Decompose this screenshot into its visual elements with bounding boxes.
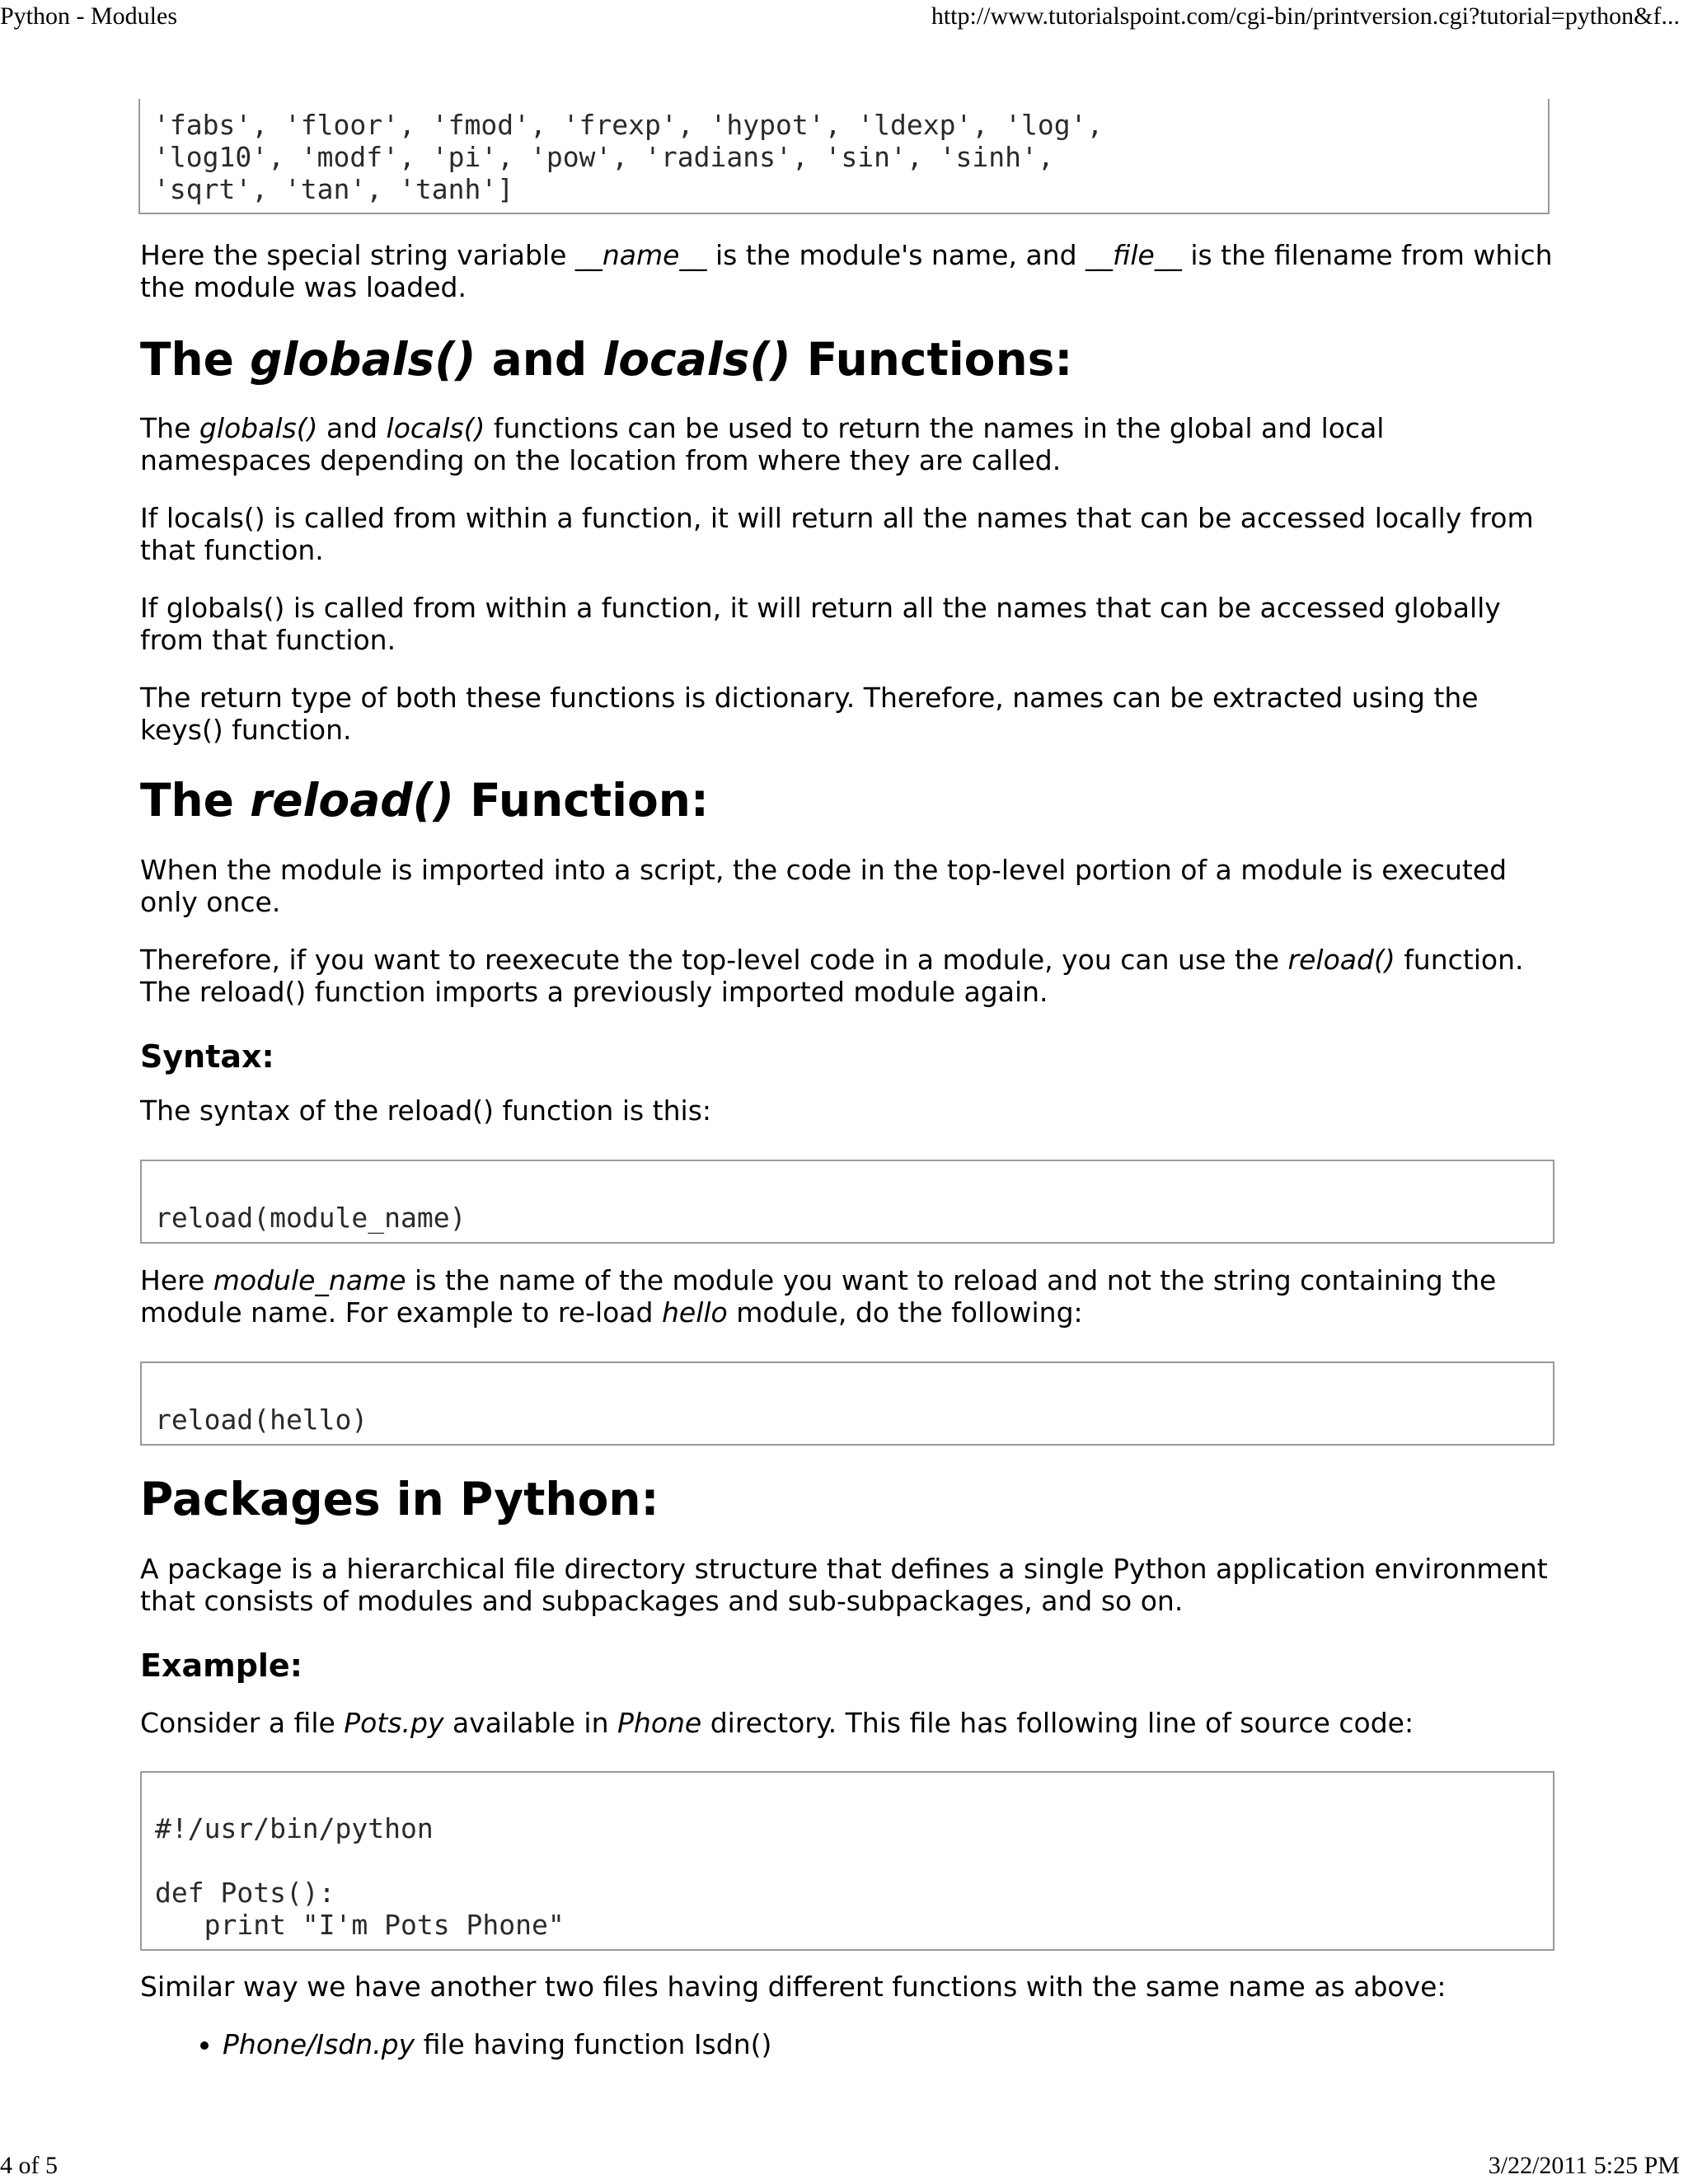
- text: Function:: [453, 774, 709, 827]
- text: hello: [662, 1296, 728, 1329]
- text: Here the special string variable: [140, 239, 575, 271]
- heading-globals-locals: [140, 332, 1072, 387]
- text: is the name of the module you want to reload and not the string containing the module name. For example to re-load: [140, 1264, 1497, 1329]
- page-number: 4 of 5: [0, 2152, 58, 2179]
- code-line: 'fabs', 'floor', 'fmod', 'frexp', 'hypot', 'ldexp', 'log',: [153, 109, 1104, 141]
- code-block-reload-example: [140, 1361, 1554, 1446]
- heading-syntax: Syntax:: [140, 1038, 274, 1075]
- print-header: [0, 0, 1688, 33]
- code-line: #!/usr/bin/python: [155, 1812, 434, 1844]
- text: Here: [140, 1264, 213, 1296]
- globals-paragraph-3: If globals() is called from within a function, it will return all the names that can be accessed globally from that function.: [140, 592, 1501, 656]
- code-line: 'sqrt', 'tan', 'tanh']: [153, 173, 514, 205]
- bullet-list: [140, 2028, 1554, 2060]
- print-footer: [0, 2148, 1688, 2184]
- heading-example: Example:: [140, 1647, 302, 1684]
- heading-packages: Packages in Python:: [140, 1473, 659, 1526]
- text: The: [140, 412, 199, 444]
- text: and: [476, 333, 603, 386]
- page-title: Python - Modules: [0, 2, 178, 30]
- text: reload(): [1287, 944, 1395, 976]
- text: function. The reload() function imports a previously imported module again.: [140, 944, 1524, 1008]
- text: available in: [443, 1707, 617, 1739]
- text: locals(): [603, 333, 791, 386]
- intro-paragraph: [140, 239, 1554, 303]
- text: locals(): [386, 412, 485, 444]
- text: Functions:: [790, 333, 1073, 386]
- text: is the filename from which the module was loaded.: [140, 239, 1553, 303]
- page-url: http://www.tutorialspoint.com/cgi-bin/printversion.cgi?tutorial=python&f...: [931, 2, 1680, 30]
- code-block-pots: [140, 1771, 1554, 1951]
- code-line: 'log10', 'modf', 'pi', 'pow', 'radians', 'sin', 'sinh',: [153, 141, 1054, 173]
- reload-paragraph-2: [140, 944, 1554, 1008]
- text: Phone/Isdn.py: [223, 2028, 415, 2060]
- text: Phone: [617, 1707, 702, 1739]
- text: directory. This file has following line of source code:: [701, 1707, 1414, 1739]
- text: and: [317, 412, 387, 444]
- reload-paragraph-3: [140, 1264, 1554, 1329]
- text: The: [140, 774, 251, 827]
- code-line: print "I'm Pots Phone": [155, 1909, 565, 1941]
- code-line: reload(module_name): [155, 1202, 467, 1234]
- text: globals(): [250, 333, 476, 386]
- globals-paragraph-4: The return type of both these functions is dictionary. Therefore, names can be extracted using the keys() function.: [140, 682, 1479, 746]
- text: reload(): [250, 774, 454, 827]
- print-datetime: 3/22/2011 5:25 PM: [1488, 2152, 1680, 2179]
- text: Therefore, if you want to reexecute the top-level code in a module, you can use the: [140, 944, 1288, 976]
- syntax-paragraph: The syntax of the reload() function is this:: [140, 1094, 712, 1127]
- text: module, do the following:: [727, 1296, 1083, 1329]
- name-variable: __name__: [574, 239, 707, 271]
- globals-paragraph-2: If locals() is called from within a function, it will return all the names that can be accessed locally from that function.: [140, 502, 1534, 566]
- list-item: [223, 2028, 1554, 2060]
- text: Pots.py: [344, 1707, 444, 1739]
- file-variable: __file__: [1085, 239, 1182, 271]
- text: is the module's name, and: [706, 239, 1086, 271]
- packages-paragraph-2: [140, 1707, 1414, 1739]
- text: file having function Isdn(): [415, 2028, 772, 2060]
- globals-paragraph-1: [140, 412, 1554, 476]
- packages-paragraph-1: A package is a hierarchical file directory structure that defines a single Python application environment that consists of modules and subpackages and sub-subpackages, and so on.: [140, 1553, 1548, 1617]
- reload-paragraph-1: When the module is imported into a script, the code in the top-level portion of a module is executed only once.: [140, 854, 1507, 918]
- text: globals(): [199, 412, 318, 444]
- text: Consider a file: [140, 1707, 345, 1739]
- text: functions can be used to return the names in the global and local namespaces depending on the location from where they are called.: [140, 412, 1385, 476]
- code-line: def Pots():: [155, 1877, 335, 1909]
- text: module_name: [213, 1264, 406, 1296]
- packages-paragraph-3: Similar way we have another two files having different functions with the same name as above:: [140, 1971, 1447, 2003]
- text: The: [140, 333, 251, 386]
- heading-reload: [140, 773, 709, 827]
- code-block-syntax: [140, 1160, 1554, 1244]
- code-line: reload(hello): [155, 1404, 368, 1436]
- code-block-math-list: [138, 99, 1550, 214]
